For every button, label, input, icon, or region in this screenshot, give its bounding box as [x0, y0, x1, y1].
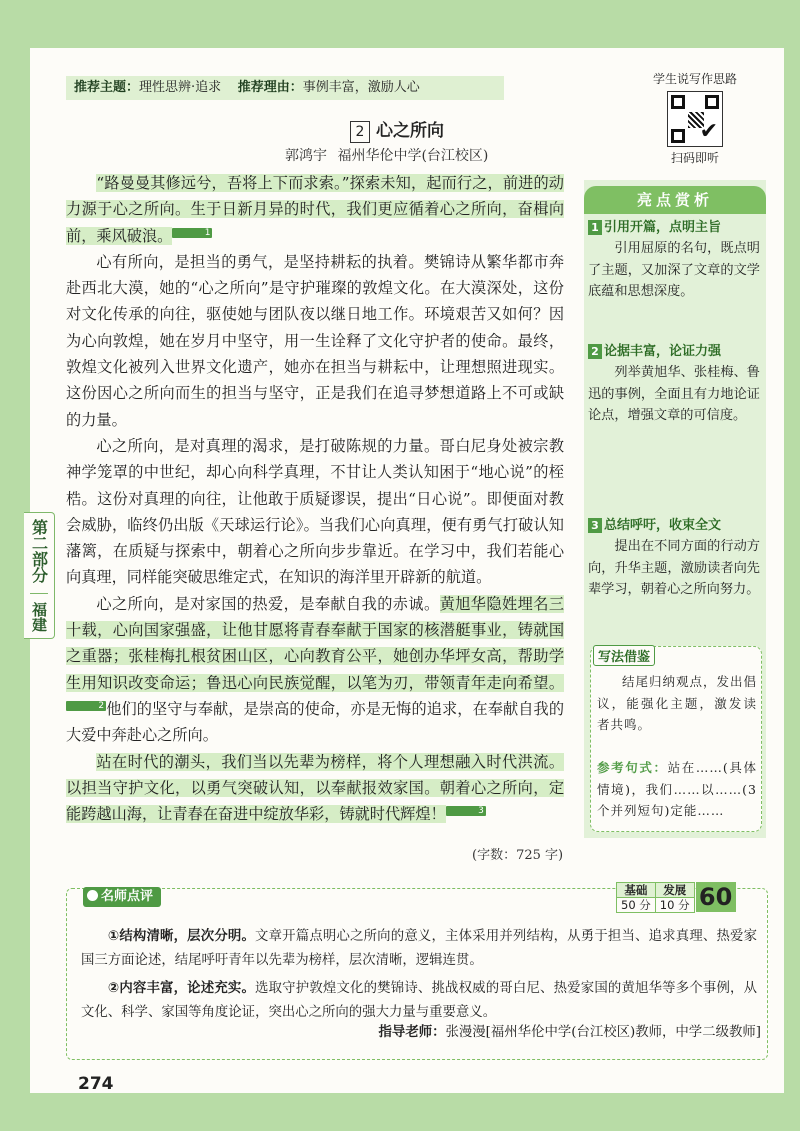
- essay-paragraph: [66, 170, 564, 249]
- highlight-number: 2: [588, 344, 602, 359]
- section-province-label: 福建: [30, 593, 48, 632]
- review-point-body: 选取守护敦煌文化的樊锦诗、挑战权威的哥白尼、热爱家国的黄旭华等多个事例，从文化、科学、家国等角度论证，突出心之所向的强大力量与重要意义。: [81, 981, 757, 1020]
- highlighted-text: 站在时代的潮头，我们当以先辈为榜样，将个人理想融入时代洪流。以担当守护文化，以勇气突破认知，以奉献报效家国。朝着心之所向，定能跨越山海，让青春在奋进中绽放华彩，铸就时代辉煌！: [66, 752, 564, 824]
- essay-paragraph: 心之所向，是对真理的渴求，是打破陈规的力量。哥白尼身处被宗教神学笼罩的中世纪，却心向科学真理，不甘让人类认知困于“地心说”的桎梏。这份对真理的向往，让他敢于质疑谬误，提出“日心说”。即便面对教会威胁，临终仍出版《天球运行论》。当我们心向真理，便有勇气打破认知藩篱，在质疑与探索中，朝着心之所向步步靠近。在学习中，我们若能心向真理，同样能突破思维定式，在知识的海洋里开辟新的航道。: [66, 436, 564, 587]
- score-label-development: 发展: [655, 883, 694, 898]
- recommendation-bar: [66, 76, 504, 100]
- annotation-marker: 3: [446, 806, 486, 816]
- person-icon: [87, 890, 98, 901]
- writing-method-sentence: [597, 757, 757, 822]
- score-total: 60: [696, 882, 736, 912]
- teacher-label: 指导老师：: [378, 1025, 446, 1040]
- sentence-pattern-text: 站在……(具体情境)，我们……以……(3个并列短句)定能……: [597, 760, 757, 818]
- highlight-body: 引用屈原的名句，既点明了主题，又加深了文章的文学底蕴和思想深度。: [588, 241, 760, 299]
- essay-title-text: 心之所向: [376, 121, 444, 141]
- score-value-development: 10 分: [655, 898, 694, 913]
- sentence-pattern-label: 参考句式：: [597, 760, 668, 775]
- highlight-title: 3 总结呼吁，收束全文: [588, 514, 766, 533]
- checkmark-icon: ✔: [699, 119, 718, 144]
- score-table: [616, 882, 695, 913]
- highlight-title: 2 论据丰富，论证力强: [588, 340, 766, 359]
- writing-method-text: 结尾归纳观点，发出倡议，能强化主题，激发读者共鸣。: [597, 674, 758, 732]
- score-value-basic: 50 分: [617, 898, 656, 913]
- teacher-credit: [379, 1021, 761, 1040]
- review-point: [81, 925, 757, 973]
- highlights-header: 亮点赏析: [584, 186, 766, 214]
- review-body: [81, 925, 757, 1029]
- essay-paragraph: 心有所向，是担当的勇气，是坚持耕耘的执着。樊锦诗从繁华都市奔赴西北大漠，她的“心之所向”是守护璀璨的敦煌文化。在大漠深处，这份对文化传承的向往，驱使她与团队夜以继日地工作。环境艰苦又如何？因为心向敦煌，她在岁月中坚守，用一生诠释了文化守护者的使命。最终，敦煌文化被列入世界文化遗产，她亦在担当与耕耘中，让理想照进现实。这份因心之所向而生的担当与坚守，正是我们在追寻梦想道路上不可或缺的力量。: [66, 252, 564, 429]
- topic-label: 推荐主题：: [74, 80, 140, 95]
- page-number: 274: [78, 1074, 114, 1094]
- essay-body: [66, 170, 564, 827]
- word-count: (字数：725 字): [472, 848, 564, 863]
- essay-paragraph: [66, 749, 564, 828]
- score-label-basic: 基础: [617, 883, 656, 898]
- highlight-title: 1 引用开篇，点明主旨: [588, 216, 766, 235]
- review-point-body: 文章开篇点明心之所向的意义，主体采用并列结构，从勇于担当、追求真理、热爱家国三方面论述，结尾呼吁青年以先辈为榜样，层次清晰，逻辑连贯。: [81, 929, 757, 968]
- reason-value: 事例丰富，激励人心: [302, 80, 420, 95]
- essay-paragraph: [66, 591, 564, 749]
- highlight-number: 3: [588, 518, 602, 533]
- topic-value: 理性思辨·追求: [139, 80, 222, 95]
- review-point-head: ②内容丰富，论述充实。: [107, 981, 256, 996]
- score-box: [616, 882, 736, 914]
- writing-method-tag: 写法借鉴: [593, 645, 655, 666]
- highlight-body: 提出在不同方面的行动方向，升华主题，激励读者向先辈学习，朝着心之所向努力。: [588, 539, 760, 597]
- teacher-value: 张漫漫[福州华伦中学(台江校区)教师，中学二级教师]: [445, 1025, 761, 1040]
- annotation-marker: 1: [172, 228, 212, 238]
- paragraph-text: 心之所向，是对家国的热爱，是奉献自我的赤诚。: [96, 594, 440, 613]
- review-point: [81, 977, 757, 1025]
- highlight-body: 列举黄旭华、张桂梅、鲁迅的事例，全面且有力地论证论点，增强文章的可信度。: [588, 365, 760, 423]
- highlight-number: 1: [588, 220, 602, 235]
- highlighted-text: 黄旭华隐姓埋名三十载，心向国家强盛，让他甘愿将青春奉献于国家的核潜艇事业，铸就国之重器；张桂梅扎根贫困山区，心向教育公平，她创办华坪女高，帮助学生用知识改变命运；鲁迅心向民族觉醒，以笔为刃，带领青年走向希望。: [66, 594, 565, 692]
- page-frame-right: [784, 0, 800, 1131]
- qr-title: 学生说写作思路: [652, 72, 737, 86]
- reason-label: 推荐理由：: [237, 80, 303, 95]
- annotation-marker: 2: [66, 701, 106, 711]
- essay-title: [350, 116, 444, 143]
- essay-number: 2: [350, 121, 370, 143]
- page-frame-top: [0, 0, 800, 48]
- qr-code-icon[interactable]: [667, 91, 723, 147]
- writing-method-box: [590, 646, 762, 832]
- qr-caption: 扫码即听: [670, 151, 719, 165]
- qr-section: [615, 70, 775, 166]
- section-part-label: 第二部分: [29, 519, 49, 583]
- review-point-head: ①结构清晰，层次分明。: [107, 929, 256, 944]
- paragraph-text: 他们的坚守与奉献，是崇高的使命，亦是无悔的追求，在奉献自我的大爱中奔赴心之所向。: [66, 699, 564, 745]
- essay-author: 郭鸿宇 福州华伦中学(台江校区): [285, 148, 489, 164]
- section-side-tab: [24, 512, 55, 639]
- teacher-review-tag: 名师点评: [83, 887, 161, 907]
- page-frame-bottom: [0, 1093, 800, 1131]
- highlighted-text: “路曼曼其修远兮，吾将上下而求索。”探索未知，起而行之，前进的动力源于心之所向。生于日新月异的时代，我们更应循着心之所向，奋楫向前，乘风破浪。: [66, 174, 564, 245]
